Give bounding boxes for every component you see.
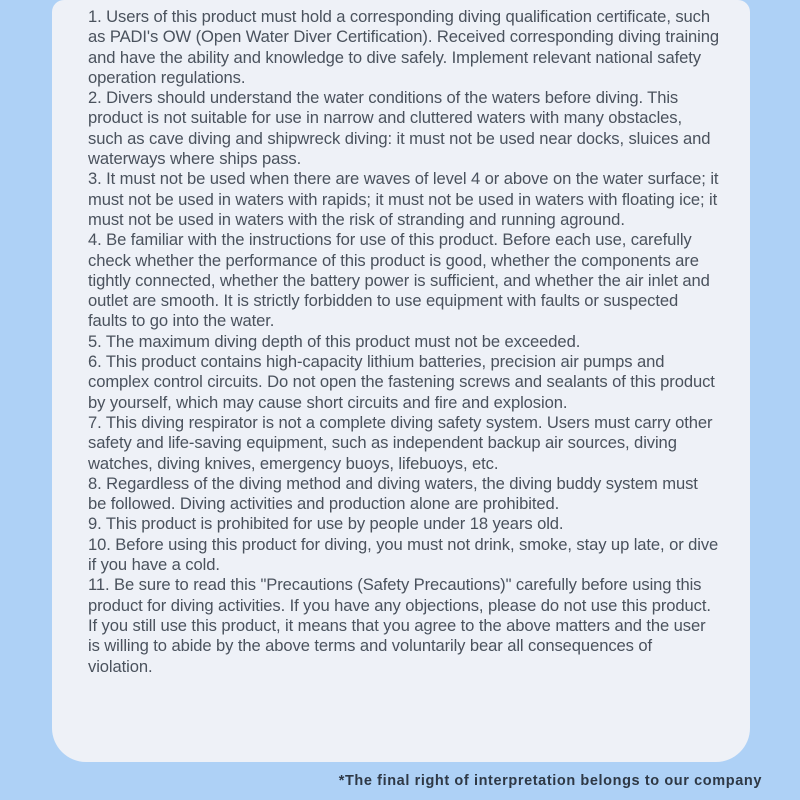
precautions-panel [52,0,750,762]
precaution-item-1: 1. Users of this product must hold a corresponding diving qualification certificate, such as PADI's OW (Open Water Diver Certification). Received corresponding diving training and have the ability and knowledge to dive safely. Implement relevant national safety operation regulations. [88,7,720,87]
precaution-item-3: 3. It must not be used when there are waves of level 4 or above on the water surface; it must not be used in waters with rapids; it must not be used in waters with floating ice; it must not be used in waters with the risk of stranding and running aground. [88,169,719,229]
precaution-item-10: 10. Before using this product for diving, you must not drink, smoke, stay up late, or dive if you have a cold. [88,534,719,575]
precaution-item-6: 6. This product contains high-capacity lithium batteries, precision air pumps and complex control circuits. Do not open the fastening screws and sealants of this product by yourself, which may cause short circuits and fire and explosion. [88,352,715,412]
precaution-item-4: 4. Be familiar with the instructions for use of this product. Before each use, carefully check whether the performance of this product is good, whether the components are tightly connected, whether the battery power is sufficient, and whether the air inlet and outlet are smooth. It is strictly forbidden to use equipment with faults or suspected faults to go into the water. [88,230,710,331]
precautions-text [88,7,720,677]
precaution-item-2: 2. Divers should understand the water conditions of the waters before diving. This product is not suitable for use in narrow and cluttered waters with many obstacles, such as cave diving and shipwreck diving: it must not be used near docks, sluices and waterways where ships pass. [88,88,711,169]
precaution-item-5: 5. The maximum diving depth of this product must not be exceeded. [88,331,581,351]
precaution-item-7: 7. This diving respirator is not a complete diving safety system. Users must carry other safety and life-saving equipment, such as independent backup air sources, diving watches, diving knives, emergency buoys, lifebuoys, etc. [88,412,713,473]
precaution-item-11: 11. Be sure to read this "Precautions (Safety Precautions)" carefully before using this product for diving activities. If you have any objections, please do not use this product. If you still use this product, it means that you agree to the above matters and the user is willing to abide by the above terms and voluntarily bear all consequences of violation. [88,575,711,676]
precaution-item-9: 9. This product is prohibited for use by people under 18 years old. [88,514,564,534]
precaution-item-8: 8. Regardless of the diving method and diving waters, the diving buddy system must be followed. Diving activities and production alone are prohibited. [88,473,698,514]
footer-note: *The final right of interpretation belongs to our company [338,773,762,789]
footer-band [0,762,800,800]
